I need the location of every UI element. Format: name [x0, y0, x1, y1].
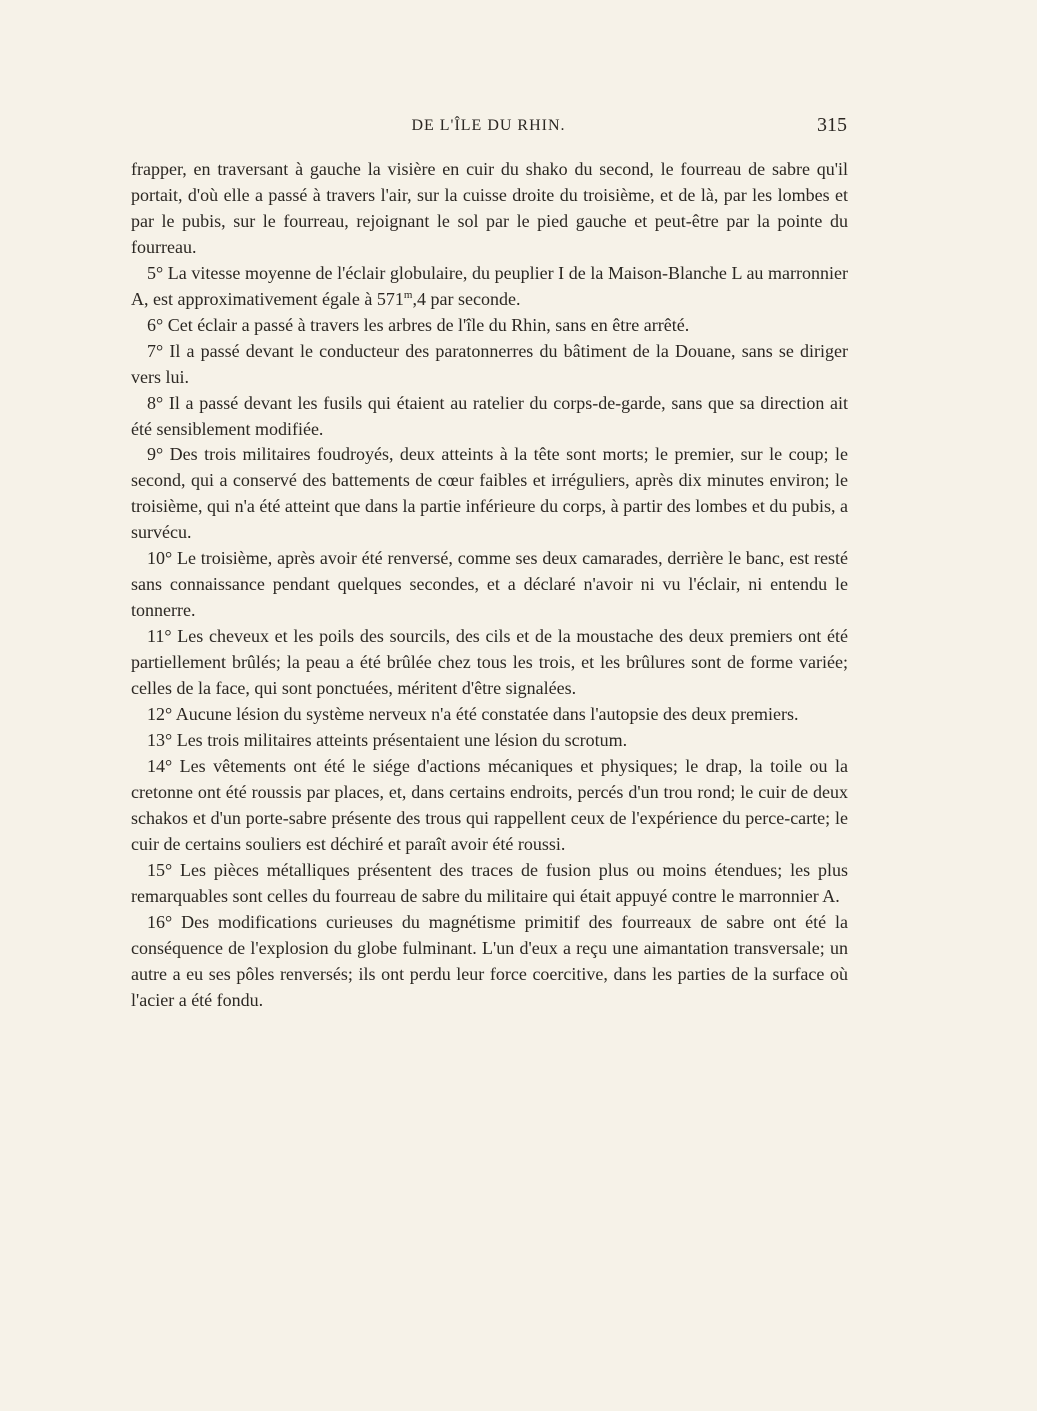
- paragraph-9: 9° Des trois militaires foudroyés, deux atteints à la tête sont morts; le premier, sur le coup; le second, qui a conservé des battements de cœur faibles et irréguliers, après dix minutes environ; le troisième, qui n'a été atteint que dans la partie inférieure du corps, à partir des lombes et du pubis, a survécu.: [131, 444, 848, 543]
- paragraph-16: 16° Des modifications curieuses du magnétisme primitif des fourreaux de sabre ont été la conséquence de l'explosion du globe fulminant. L'un d'eux a reçu une aimantation transversale; un autre a eu ses pôles renversés; ils ont perdu leur force coercitive, dans les parties de la surface où l'acier a été fondu.: [131, 911, 848, 1010]
- paragraph-11: 11° Les cheveux et les poils des sourcils, des cils et de la moustache des deux premiers ont été partiellement brûlés; la peau a été brûlée chez tous les trois, et les brûlures sont de forme variée; celles de la face, qui sont ponctuées, méritent d'être signalées.: [131, 626, 848, 699]
- paragraph-14: 14° Les vêtements ont été le siége d'actions mécaniques et physiques; le drap, la toile ou la cretonne ont été roussis par places, et, dans certains endroits, percés d'un trou rond; le cuir de deux schakos et d'un porte-sabre présente des trous qui rappellent ceux de l'expérience du perce-carte; le cuir de certains souliers est déchiré et paraît avoir été roussi.: [131, 755, 848, 854]
- paragraph-8: 8° Il a passé devant les fusils qui étaient au ratelier du corps-de-garde, sans que sa direction ait été sensiblement modifiée.: [131, 392, 848, 439]
- page-number: 315: [817, 114, 847, 136]
- running-head: DE L'ÎLE DU RHIN.: [411, 117, 566, 134]
- paragraph-7: 7° Il a passé devant le conducteur des paratonnerres du bâtiment de la Douane, sans se diriger vers lui.: [131, 340, 848, 387]
- unit-superscript: m: [403, 288, 413, 301]
- paragraph-13: 13° Les trois militaires atteints présentaient une lésion du scrotum.: [147, 729, 628, 750]
- paragraph-12: 12° Aucune lésion du système nerveux n'a été constatée dans l'autopsie des deux premiers.: [147, 704, 799, 725]
- page-header: [130, 114, 847, 145]
- paragraph-15: 15° Les pièces métalliques présentent des traces de fusion plus ou moins étendues; les plus remarquables sont celles du fourreau de sabre du militaire qui était appuyé contre le marronnier A.: [131, 859, 848, 906]
- paragraph-5: [131, 261, 848, 313]
- paragraph-5-tail: ,4 par seconde.: [412, 288, 521, 309]
- paragraph-6: 6° Cet éclair a passé à travers les arbres de l'île du Rhin, sans en être arrêté.: [147, 314, 690, 335]
- body-text: [131, 157, 848, 1013]
- paragraph-5-text: 5° La vitesse moyenne de l'éclair globulaire, du peuplier I de la Maison-Blanche L au marronnier A, est approximativement égale à 571: [131, 262, 848, 309]
- paragraph-continuation: frapper, en traversant à gauche la visière en cuir du shako du second, le fourreau de sabre qu'il portait, d'où elle a passé à travers l'air, sur la cuisse droite du troisième, et de là, par les lombes et par le pubis, sur le fourreau, rejoignant le sol par le pied gauche et peut-être par la pointe du fourreau.: [131, 159, 848, 257]
- paragraph-10: 10° Le troisième, après avoir été renversé, comme ses deux camarades, derrière le banc, est resté sans connaissance pendant quelques secondes, et a déclaré n'avoir ni vu l'éclair, ni entendu le tonnerre.: [131, 548, 848, 621]
